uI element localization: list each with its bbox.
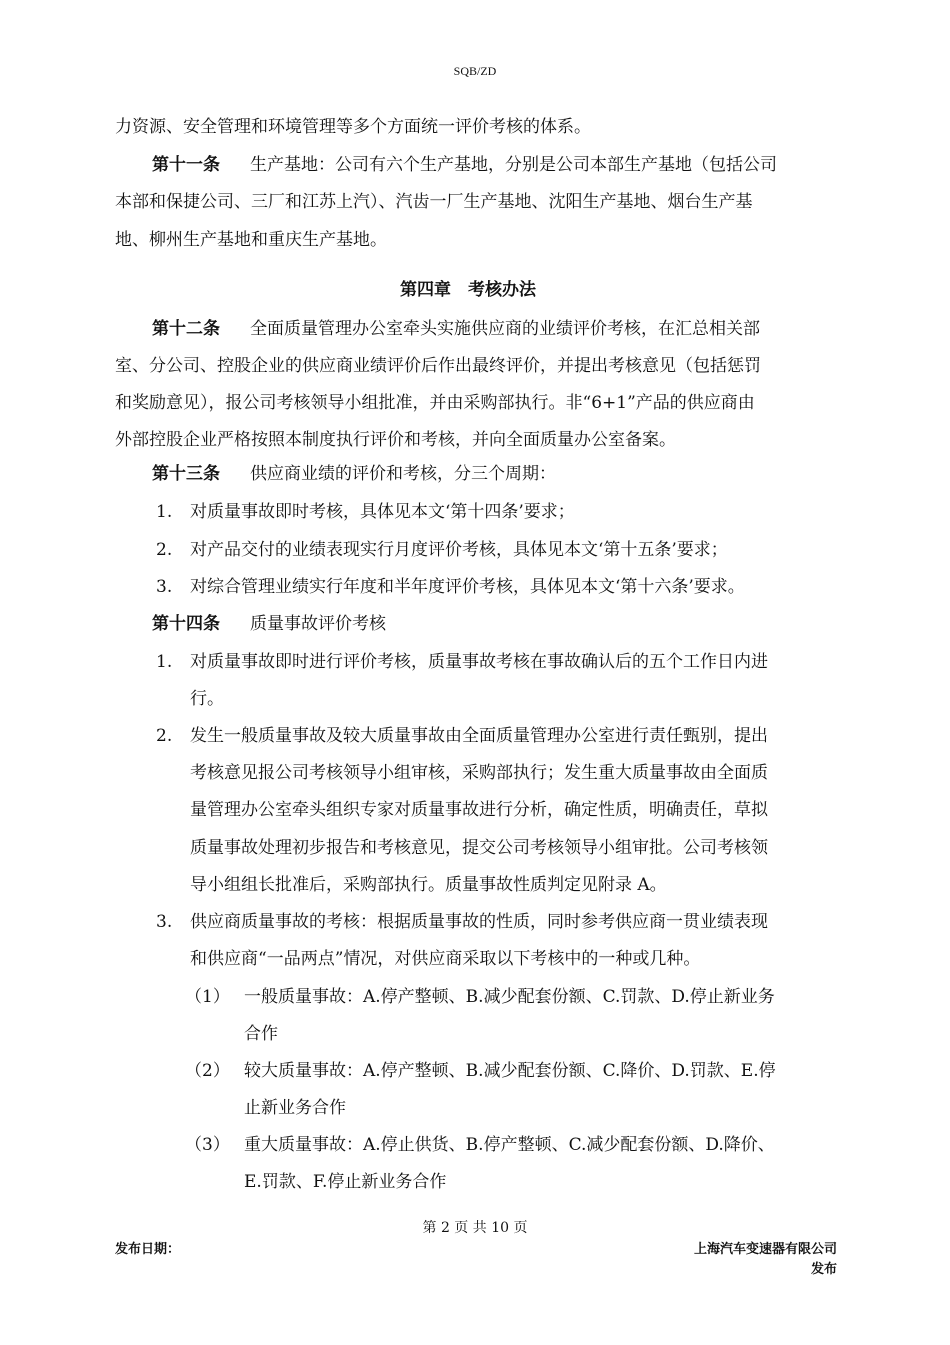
publish-label: 发布 xyxy=(810,1262,837,1277)
list-number: 1. xyxy=(156,652,173,672)
list-item-text: 供应商质量事故的考核：根据质量事故的性质，同时参考供应商一贯业绩表现 xyxy=(190,912,768,932)
list-item-text: 行。 xyxy=(190,689,224,709)
sub-list-text: 一般质量事故：A.停产整顿、B.减少配套份额、C.罚款、D.停止新业务 xyxy=(244,987,775,1007)
article-14-label: 第十四条 xyxy=(152,614,220,634)
list-number: 3. xyxy=(156,912,173,932)
list-item-text: 考核意见报公司考核领导小组审核，采购部执行；发生重大质量事故由全面质 xyxy=(190,763,768,783)
article-11-line: 生产基地：公司有六个生产基地，分别是公司本部生产基地（包括公司 xyxy=(250,155,777,175)
chapter-title: 第四章 考核办法 xyxy=(400,280,536,300)
sub-list-number: （3） xyxy=(185,1135,230,1155)
list-number: 2. xyxy=(156,540,173,560)
article-12-label: 第十二条 xyxy=(152,319,220,339)
sub-list-number: （2） xyxy=(185,1061,230,1081)
article-11-line: 本部和保捷公司、三厂和江苏上汽）、汽齿一厂生产基地、沈阳生产基地、烟台生产基 xyxy=(115,192,753,212)
sub-list-text: 止新业务合作 xyxy=(244,1098,346,1118)
company-name: 上海汽车变速器有限公司 xyxy=(693,1242,837,1257)
sub-list-number: （1） xyxy=(185,987,230,1007)
document-code: SQB/ZD xyxy=(453,64,497,78)
sub-list-text: 重大质量事故：A.停止供货、B.停产整顿、C.减少配套份额、D.降价、 xyxy=(244,1135,775,1155)
article-12-line: 室、分公司、控股企业的供应商业绩评价后作出最终评价，并提出考核意见（包括惩罚 xyxy=(115,356,761,376)
article-14-text: 质量事故评价考核 xyxy=(250,614,386,634)
list-item-text: 对综合管理业绩实行年度和半年度评价考核，具体见本文‘第十六条’要求。 xyxy=(190,577,745,597)
sub-list-text: 合作 xyxy=(244,1024,278,1044)
sub-list-text: 较大质量事故：A.停产整顿、B.减少配套份额、C.降价、D.罚款、E.停 xyxy=(244,1061,776,1081)
list-number: 1. xyxy=(156,502,173,522)
article-11-label: 第十一条 xyxy=(152,155,220,175)
article-13-label: 第十三条 xyxy=(152,464,220,484)
list-number: 2. xyxy=(156,726,173,746)
list-item-text: 发生一般质量事故及较大质量事故由全面质量管理办公室进行责任甄别，提出 xyxy=(190,726,768,746)
list-item-text: 对质量事故即时进行评价考核，质量事故考核在事故确认后的五个工作日内进 xyxy=(190,652,768,672)
article-12-line: 和奖励意见），报公司考核领导小组批准，并由采购部执行。非“6+1”产品的供应商由 xyxy=(115,393,755,413)
article-12-line: 全面质量管理办公室牵头实施供应商的业绩评价考核，在汇总相关部 xyxy=(250,319,760,339)
list-item-text: 对质量事故即时考核，具体见本文‘第十四条’要求； xyxy=(190,502,575,522)
article-12-line: 外部控股企业严格按照本制度执行评价和考核，并向全面质量办公室备案。 xyxy=(115,430,676,450)
sub-list-text: E.罚款、F.停止新业务合作 xyxy=(244,1172,447,1192)
release-date-label: 发布日期： xyxy=(115,1242,181,1257)
list-item-text: 导小组组长批准后，采购部执行。质量事故性质判定见附录 A。 xyxy=(190,875,667,895)
list-item-text: 质量事故处理初步报告和考核意见，提交公司考核领导小组审批。公司考核领 xyxy=(190,838,768,858)
list-number: 3. xyxy=(156,577,173,597)
list-item-text: 对产品交付的业绩表现实行月度评价考核，具体见本文‘第十五条’要求； xyxy=(190,540,728,560)
list-item-text: 和供应商“一品两点”情况，对供应商采取以下考核中的一种或几种。 xyxy=(190,949,701,969)
article-13-text: 供应商业绩的评价和考核，分三个周期： xyxy=(250,464,556,484)
page-number: 第 2 页 共 10 页 xyxy=(422,1220,528,1236)
list-item-text: 量管理办公室牵头组织专家对质量事故进行分析，确定性质，明确责任，草拟 xyxy=(190,800,768,820)
article-11-line: 地、柳州生产基地和重庆生产基地。 xyxy=(115,230,387,250)
paragraph-line: 力资源、安全管理和环境管理等多个方面统一评价考核的体系。 xyxy=(115,117,591,137)
